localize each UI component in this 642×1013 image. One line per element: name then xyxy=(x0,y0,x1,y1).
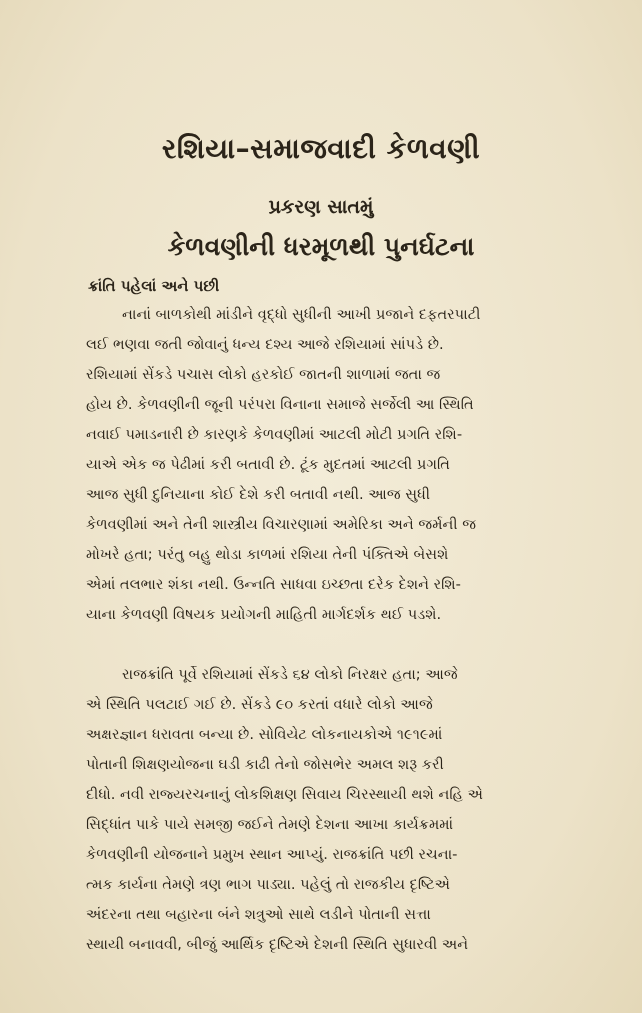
text-line: યાના કેળવણી વિષયક પ્રયોગની માહિતી માર્ગદર્શક થઈ પડશે. xyxy=(86,606,442,623)
chapter-title: કેળવણીની ધરમૂળથી પુનર્ઘટના xyxy=(167,232,475,261)
text-line: રાજક્રાંતિ પૂર્વે રશિયામાં સેંકડે ૬૪ લોકો નિરક્ષર હતા; આજે xyxy=(122,666,458,683)
text-line: સિદ્ધાંત પાકે પાયે સમજી જઈને તેમણે દેશના આખા કાર્યક્રમમાં xyxy=(86,816,454,833)
text-line: કેળવણીમાં અને તેની શાસ્ત્રીય વિચારણામાં અમેરિકા અને જર્મની જ xyxy=(86,516,477,533)
text-line: મોખરે હતા; પરંતુ બહુ થોડા કાળમાં રશિયા તેની પંક્તિએ બેસશે xyxy=(86,546,449,563)
paragraph-1 xyxy=(86,300,606,630)
text-line: આજ સુધી દુનિયાના કોઈ દેશે કરી બતાવી નથી. આજ સુધી xyxy=(86,486,431,503)
text-line: લઈ ભણવા જતી જોવાનું ધન્ય દશ્ય આજે રશિયામાં સાંપડે છે. xyxy=(86,336,444,353)
chapter-number: પ્રકરણ સાતમું xyxy=(268,196,374,218)
text-line: નવાઈ પમાડનારી છે કારણકે કેળવણીમાં આટલી મોટી પ્રગતિ રશિ- xyxy=(86,426,463,443)
text-line: એ સ્થિતિ પલટાઈ ગઈ છે. સેંકડે ૯૦ કરતાં વધારે લોકો આજે xyxy=(86,696,433,713)
text-line: એમાં તલભાર શંકા નથી. ઉન્નતિ સાધવા ઇચ્છતા દરેક દેશને રશિ- xyxy=(86,576,461,593)
text-line: કેળવણીની યોજનાને પ્રમુખ સ્થાન આપ્યું. રાજક્રાંતિ પછી રચના- xyxy=(86,846,458,863)
text-line: નાનાં બાળકોથી માંડીને વૃદ્ધો સુધીની આખી પ્રજાને દફતરપાટી xyxy=(122,306,481,323)
text-line: ત્મક કાર્યના તેમણે ત્રણ ભાગ પાડ્યા. પહેલું તો રાજકીય દૃષ્ટિએ xyxy=(86,876,450,893)
text-line: અંદરના તથા બહારના બંને શત્રુઓ સાથે લડીને પોતાની સત્તા xyxy=(86,906,431,923)
text-line: દીધો. નવી રાજ્યરચનાનું લોકશિક્ષણ સિવાય ચિરસ્થાયી થશે નહિ એ xyxy=(86,786,484,803)
text-line: અક્ષરજ્ઞાન ધરાવતા બન્યા છે. સોવિયેટ લોકનાયકોએ ૧૯૧૯માં xyxy=(86,726,443,743)
paragraph-2 xyxy=(86,660,606,960)
text-line: યાએ એક જ પેઢીમાં કરી બતાવી છે. ટૂંક મુદતમાં આટલી પ્રગતિ xyxy=(86,456,450,473)
book-title: રશિયા–સમાજવાદી કેળવણી xyxy=(161,132,481,165)
section-heading: ક્રાંતિ પહેલાં અને પછી xyxy=(88,277,220,295)
text-line: રશિયામાં સેંકડે પચાસ લોકો હરકોઈ જાતની શાળામાં જતા જ xyxy=(86,366,441,383)
text-line: પોતાની શિક્ષણયોજના ઘડી કાઢી તેનો જોસભેર અમલ શરૂ કરી xyxy=(86,756,444,773)
text-line: હોય છે. કેળવણીની જૂની પરંપરા વિનાના સમાજે સર્જેલી આ સ્થિતિ xyxy=(86,396,474,413)
text-line: સ્થાયી બનાવવી, બીજું આર્થિક દૃષ્ટિએ દેશની સ્થિતિ સુધારવી અને xyxy=(86,936,469,953)
